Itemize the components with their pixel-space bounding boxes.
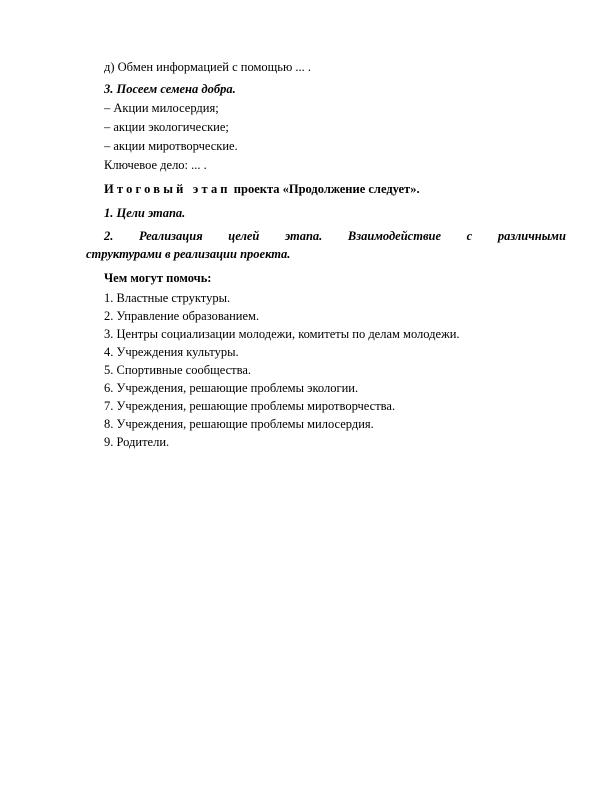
help-heading: Чем могут помочь: — [104, 271, 212, 285]
realization-heading-line1 — [104, 228, 566, 244]
realization-word: этапа. — [284, 229, 323, 243]
realization-word: Реализация — [138, 229, 203, 243]
action-item: – акции миротворческие. — [104, 139, 238, 153]
final-stage-heading — [104, 181, 420, 197]
help-list-item: 9. Родители. — [104, 435, 170, 449]
final-stage-project: проекта «Продолжение следует». — [233, 182, 420, 196]
realization-heading-line2: структурами в реализации проекта. — [86, 247, 291, 261]
stage-goals-heading: 1. Цели этапа. — [104, 206, 186, 220]
realization-word: различными — [497, 229, 566, 243]
item-d-text: д) Обмен информацией с помощью ... . — [104, 60, 312, 74]
help-list-item: 5. Спортивные сообщества. — [104, 363, 251, 377]
action-item: – Акции милосердия; — [104, 101, 219, 115]
help-list-item: 2. Управление образованием. — [104, 309, 260, 323]
help-list-item: 1. Властные структуры. — [104, 291, 231, 305]
help-list-item: 8. Учреждения, решающие проблемы милосердия. — [104, 417, 374, 431]
help-list-item: 6. Учреждения, решающие проблемы экологии. — [104, 381, 359, 395]
final-stage-label: Итоговый этап — [104, 182, 231, 196]
action-item: – акции экологические; — [104, 120, 229, 134]
section-3-heading: 3. Посеем семена добра. — [104, 82, 236, 96]
key-case-text: Ключевое дело: ... . — [104, 158, 207, 172]
realization-word: Взаимодействие — [347, 229, 442, 243]
realization-word: 2. — [104, 229, 114, 243]
realization-word: целей — [228, 229, 260, 243]
help-list-item: 7. Учреждения, решающие проблемы миротворчества. — [104, 399, 396, 413]
help-list-item: 4. Учреждения культуры. — [104, 345, 239, 359]
realization-word: с — [466, 229, 473, 243]
help-list-item: 3. Центры социализации молодежи, комитеты по делам молодежи. — [104, 327, 460, 341]
